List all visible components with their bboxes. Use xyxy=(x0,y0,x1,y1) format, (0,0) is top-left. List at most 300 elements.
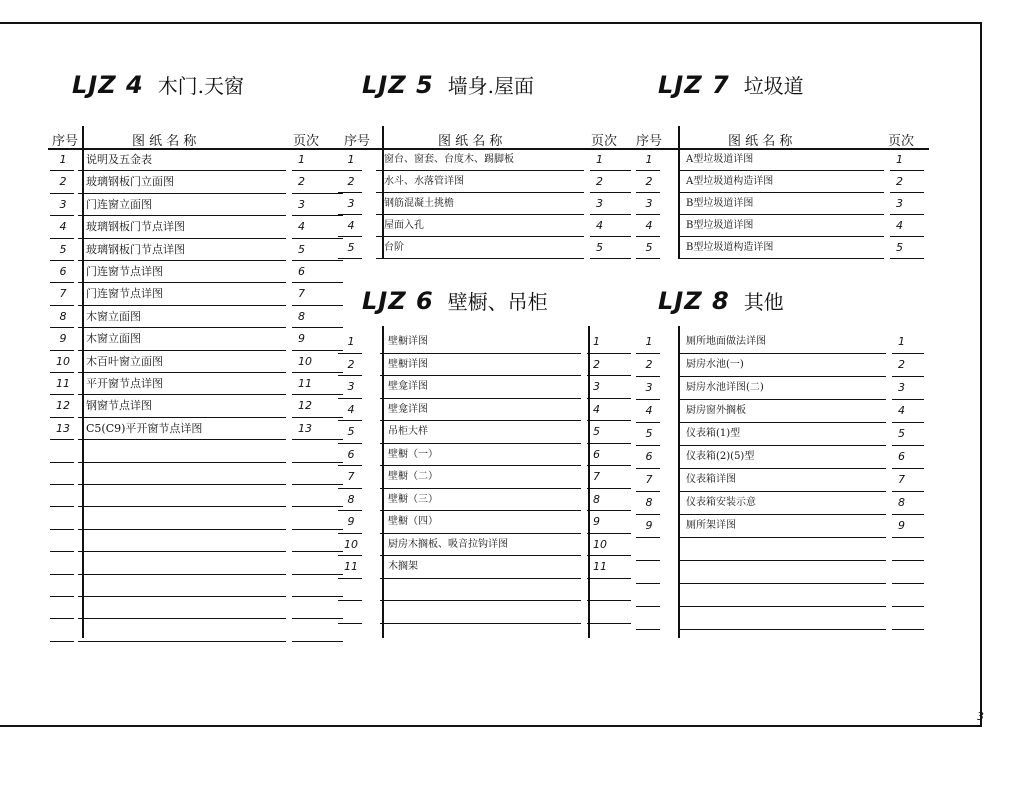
rule-line xyxy=(376,214,584,215)
rule-line xyxy=(50,417,74,418)
rule-line xyxy=(678,606,886,607)
table-row xyxy=(50,576,345,598)
row-number: 2 xyxy=(347,175,355,188)
drawing-name: 壁橱详图 xyxy=(388,358,428,370)
rule-line xyxy=(587,420,631,421)
rule-line xyxy=(50,394,74,395)
page-ref: 13 xyxy=(298,421,312,435)
page-ref: 12 xyxy=(298,399,312,413)
row-number: 2 xyxy=(347,357,355,371)
row-number: 4 xyxy=(645,219,653,232)
rule-line xyxy=(78,238,286,239)
row-number: 4 xyxy=(645,404,653,417)
rule-line xyxy=(50,193,74,194)
ljz8-name: 其他 xyxy=(743,290,784,314)
rule-line xyxy=(292,215,343,216)
rule-line xyxy=(678,468,886,469)
row-number: 8 xyxy=(645,496,653,509)
row-number: 1 xyxy=(645,335,653,348)
rule-line xyxy=(338,258,362,259)
rule-line xyxy=(50,238,74,239)
page-ref: 8 xyxy=(898,496,905,509)
drawing-name: 窗台、窗套、台度木、踢脚板 xyxy=(384,154,514,165)
ljz5-header-name: 图 纸 名 称 xyxy=(438,134,503,149)
ljz7-header-name: 图 纸 名 称 xyxy=(728,134,793,149)
rule-line xyxy=(78,484,286,485)
row-number: 1 xyxy=(347,335,355,348)
drawing-name: B型垃圾道构造详图 xyxy=(686,242,774,253)
row-number: 5 xyxy=(645,427,653,440)
rule-line xyxy=(590,236,631,237)
rule-line xyxy=(636,170,660,171)
rule-line xyxy=(587,578,631,579)
rule-line xyxy=(587,600,631,601)
rule-line xyxy=(892,491,924,492)
rule-line xyxy=(678,583,886,584)
page-ref: 9 xyxy=(298,332,305,346)
ljz4-header xyxy=(50,130,345,148)
row-number: 11 xyxy=(56,377,70,390)
rule-line xyxy=(338,353,362,354)
drawing-name: 厕所架详图 xyxy=(686,520,736,531)
drawing-name: 钢窗节点详图 xyxy=(86,399,152,413)
row-number: 8 xyxy=(59,309,67,323)
rule-line xyxy=(78,506,286,507)
rule-line xyxy=(636,376,660,377)
page-ref: 1 xyxy=(898,335,905,348)
row-number: 5 xyxy=(645,241,653,254)
rule-line xyxy=(890,214,924,215)
rule-line xyxy=(78,372,286,373)
ljz7-code: LJZ 7 xyxy=(658,71,730,99)
rule-line xyxy=(636,606,660,607)
row-number: 5 xyxy=(347,241,355,254)
ljz5-header-no: 序号 xyxy=(344,134,371,149)
rule-line xyxy=(338,192,362,193)
rule-line xyxy=(892,514,924,515)
rule-line xyxy=(338,236,362,237)
rule-line xyxy=(380,578,581,579)
rule-line xyxy=(338,465,362,466)
rule-line xyxy=(338,170,362,171)
rule-line xyxy=(636,491,660,492)
ljz5-col-divider xyxy=(382,126,384,258)
rule-line xyxy=(678,170,884,171)
rule-line xyxy=(636,560,660,561)
table-row xyxy=(50,150,345,172)
page-number: 3 xyxy=(977,710,984,723)
drawing-name: 屋面入孔 xyxy=(384,220,424,231)
page-ref: 10 xyxy=(593,537,607,551)
rule-line xyxy=(636,214,660,215)
rule-line xyxy=(50,350,74,351)
rule-line xyxy=(892,353,924,354)
ljz6-code: LJZ 6 xyxy=(362,287,434,315)
rule-line xyxy=(892,376,924,377)
ljz6-name: 壁橱、吊柜 xyxy=(447,290,548,314)
rule-line xyxy=(50,574,74,575)
rule-line xyxy=(678,514,886,515)
ljz7-header-no: 序号 xyxy=(636,134,663,149)
rule-line xyxy=(292,417,343,418)
rule-line xyxy=(380,420,581,421)
rule-line xyxy=(338,510,362,511)
page-ref: 1 xyxy=(896,153,903,166)
rule-line xyxy=(292,238,343,239)
rule-line xyxy=(380,443,581,444)
ljz8-col-divider xyxy=(678,326,680,638)
page-ref: 5 xyxy=(298,242,305,256)
ljz5-code: LJZ 5 xyxy=(362,71,434,99)
table-row xyxy=(50,553,345,575)
rule-line xyxy=(78,305,286,306)
page-ref: 7 xyxy=(298,287,305,301)
rule-line xyxy=(78,618,286,619)
rule-line xyxy=(590,192,631,193)
page-ref: 1 xyxy=(596,153,603,166)
page-ref: 1 xyxy=(298,153,305,166)
rule-line xyxy=(292,193,343,194)
row-number: 2 xyxy=(59,175,67,189)
row-number: 3 xyxy=(645,381,653,394)
ljz4-header-page: 页次 xyxy=(293,134,320,149)
rule-line xyxy=(50,215,74,216)
rule-line xyxy=(78,282,286,283)
table-row xyxy=(50,329,345,351)
rule-line xyxy=(380,533,581,534)
rule-line xyxy=(50,305,74,306)
table-row xyxy=(50,396,345,418)
drawing-name: 壁橱（二） xyxy=(388,471,438,482)
rule-line xyxy=(380,398,581,399)
rule-line xyxy=(338,375,362,376)
drawing-name: 厨房木搁板、吸音拉钩详图 xyxy=(388,538,508,550)
rule-line xyxy=(380,600,581,601)
rule-line xyxy=(292,394,343,395)
rule-line xyxy=(292,529,343,530)
rule-line xyxy=(587,443,631,444)
rule-line xyxy=(892,606,924,607)
rule-line xyxy=(50,596,74,597)
ljz4-header-rule xyxy=(48,148,348,150)
rule-line xyxy=(338,533,362,534)
rule-line xyxy=(636,353,660,354)
rule-line xyxy=(380,623,581,624)
rule-line xyxy=(636,192,660,193)
ljz4-title xyxy=(72,70,244,99)
rule-line xyxy=(636,236,660,237)
rule-line xyxy=(50,618,74,619)
rule-line xyxy=(50,529,74,530)
page-ref: 3 xyxy=(896,197,903,210)
page-ref: 2 xyxy=(596,175,603,188)
table-row xyxy=(50,531,345,553)
row-number: 5 xyxy=(59,242,67,256)
drawing-name: B型垃圾道详图 xyxy=(686,220,754,231)
rule-line xyxy=(890,236,924,237)
drawing-name: 壁龛详图 xyxy=(388,381,428,392)
rule-line xyxy=(78,193,286,194)
rule-line xyxy=(50,170,74,171)
rule-line xyxy=(636,537,660,538)
page-ref: 5 xyxy=(898,427,905,440)
row-number: 1 xyxy=(59,153,67,166)
rule-line xyxy=(636,258,660,259)
rule-line xyxy=(678,445,886,446)
ljz5-header-page: 页次 xyxy=(591,134,618,149)
rule-line xyxy=(50,484,74,485)
page-ref: 4 xyxy=(896,219,903,232)
drawing-name: 台阶 xyxy=(384,242,404,253)
drawing-name: 门连窗立面图 xyxy=(86,197,152,211)
rule-line xyxy=(678,214,884,215)
rule-line xyxy=(636,445,660,446)
rule-line xyxy=(892,537,924,538)
rule-line xyxy=(292,372,343,373)
rule-line xyxy=(376,236,584,237)
rule-line xyxy=(338,420,362,421)
rule-line xyxy=(78,529,286,530)
rule-line xyxy=(338,443,362,444)
table-row xyxy=(50,620,345,642)
rule-line xyxy=(78,439,286,440)
rule-line xyxy=(338,578,362,579)
drawing-name: 木窗立面图 xyxy=(86,332,141,346)
rule-line xyxy=(78,641,286,642)
page-ref: 1 xyxy=(593,335,600,348)
drawing-name: 说明及五金表 xyxy=(86,153,152,166)
table-row xyxy=(50,486,345,508)
rule-line xyxy=(678,537,886,538)
rule-line xyxy=(890,192,924,193)
row-number: 3 xyxy=(347,197,355,210)
drawing-name: 木窗立面图 xyxy=(86,309,141,323)
rule-line xyxy=(78,350,286,351)
table-row xyxy=(50,284,345,306)
ljz7-col-divider xyxy=(678,126,680,258)
table-row xyxy=(50,598,345,620)
rule-line xyxy=(50,260,74,261)
row-number: 1 xyxy=(645,153,653,166)
rule-line xyxy=(338,214,362,215)
drawing-name: 壁橱（一） xyxy=(388,448,438,460)
row-number: 13 xyxy=(56,421,70,435)
table-row xyxy=(50,307,345,329)
drawing-name: 壁橱详图 xyxy=(388,336,428,347)
page-ref: 2 xyxy=(298,175,305,189)
rule-line xyxy=(587,375,631,376)
rule-line xyxy=(678,258,884,259)
drawing-name: 水斗、水落管详图 xyxy=(384,176,464,187)
row-number: 1 xyxy=(347,153,355,166)
rule-line xyxy=(380,375,581,376)
rule-line xyxy=(678,192,884,193)
ljz5-title xyxy=(362,70,534,99)
rule-line xyxy=(292,350,343,351)
ljz7-header-rule xyxy=(634,148,929,150)
rule-line xyxy=(892,445,924,446)
drawing-name: 厨房水池(一) xyxy=(686,359,744,370)
rule-line xyxy=(678,399,886,400)
row-number: 9 xyxy=(59,332,67,346)
rule-line xyxy=(292,260,343,261)
rule-line xyxy=(292,641,343,642)
page-ref: 2 xyxy=(593,357,600,371)
table-row xyxy=(50,352,345,374)
rule-line xyxy=(338,555,362,556)
rule-line xyxy=(587,488,631,489)
rule-line xyxy=(292,439,343,440)
rule-line xyxy=(380,353,581,354)
drawing-name: 木搁架 xyxy=(388,561,418,572)
rule-line xyxy=(50,506,74,507)
rule-line xyxy=(292,170,343,171)
rule-line xyxy=(590,170,631,171)
rule-line xyxy=(376,192,584,193)
table-row xyxy=(50,217,345,239)
drawing-name: B型垃圾道详图 xyxy=(686,198,754,209)
rule-line xyxy=(380,510,581,511)
row-number: 6 xyxy=(347,447,355,461)
rule-line xyxy=(590,258,631,259)
rule-line xyxy=(292,618,343,619)
rule-line xyxy=(50,641,74,642)
drawing-name: 玻璃钢板门节点详图 xyxy=(86,220,185,234)
ljz8-title xyxy=(658,286,784,315)
rule-line xyxy=(78,551,286,552)
drawing-name: 壁龛详图 xyxy=(388,403,428,415)
rule-line xyxy=(678,629,886,630)
rule-line xyxy=(292,506,343,507)
rule-line xyxy=(338,600,362,601)
rule-line xyxy=(590,214,631,215)
rule-line xyxy=(292,551,343,552)
rule-line xyxy=(636,629,660,630)
ljz8-code: LJZ 8 xyxy=(658,287,730,315)
drawing-name: A型垃圾道详图 xyxy=(686,154,754,165)
drawing-name: 门连窗节点详图 xyxy=(86,287,163,301)
row-number: 3 xyxy=(347,380,355,393)
rule-line xyxy=(50,439,74,440)
rule-line xyxy=(678,353,886,354)
ljz4-code: LJZ 4 xyxy=(72,71,144,99)
rule-line xyxy=(636,468,660,469)
ljz4-name: 木门.天窗 xyxy=(157,74,245,98)
table-row xyxy=(50,374,345,396)
rule-line xyxy=(78,215,286,216)
rule-line xyxy=(587,465,631,466)
page-ref: 2 xyxy=(898,358,905,371)
rule-line xyxy=(892,629,924,630)
page-ref: 11 xyxy=(593,560,607,573)
rule-line xyxy=(292,462,343,463)
drawing-name: C5(C9)平开窗节点详图 xyxy=(86,421,203,435)
rule-line xyxy=(678,491,886,492)
page-ref: 10 xyxy=(298,354,312,368)
drawing-name: 仪表箱安装示意 xyxy=(686,497,756,508)
page-ref: 3 xyxy=(898,381,905,394)
page-ref: 5 xyxy=(896,241,903,254)
row-number: 3 xyxy=(645,197,653,210)
drawing-name: 仪表箱详图 xyxy=(686,474,736,485)
ljz6-col-divider-2 xyxy=(588,326,590,638)
page-ref: 9 xyxy=(898,519,905,532)
rule-line xyxy=(78,417,286,418)
row-number: 4 xyxy=(59,220,67,234)
drawing-name: 钢筋混凝土挑檐 xyxy=(384,198,454,209)
rule-line xyxy=(380,488,581,489)
page-ref: 6 xyxy=(898,450,905,463)
rule-line xyxy=(292,596,343,597)
page-ref: 4 xyxy=(593,402,600,416)
rule-line xyxy=(587,533,631,534)
drawing-name: 门连窗节点详图 xyxy=(86,265,163,278)
rule-line xyxy=(78,260,286,261)
row-number: 7 xyxy=(645,473,653,486)
table-row xyxy=(50,262,345,284)
rule-line xyxy=(587,555,631,556)
rule-line xyxy=(50,282,74,283)
ljz4-header-name: 图 纸 名 称 xyxy=(132,134,197,149)
rule-line xyxy=(587,398,631,399)
rule-line xyxy=(890,170,924,171)
ljz4-col-divider xyxy=(82,126,84,638)
drawing-name: 玻璃钢板门节点详图 xyxy=(86,242,185,256)
row-number: 9 xyxy=(645,519,653,532)
rule-line xyxy=(892,399,924,400)
rule-line xyxy=(50,462,74,463)
rule-line xyxy=(78,327,286,328)
rule-line xyxy=(78,574,286,575)
rule-line xyxy=(890,258,924,259)
page-ref: 2 xyxy=(896,175,903,188)
rule-line xyxy=(678,560,886,561)
rule-line xyxy=(376,170,584,171)
page-ref: 3 xyxy=(298,197,305,211)
ljz7-header-page: 页次 xyxy=(888,134,915,149)
rule-line xyxy=(292,282,343,283)
row-number: 9 xyxy=(347,515,355,528)
page-ref: 7 xyxy=(898,473,905,486)
row-number: 4 xyxy=(347,219,355,232)
page-ref: 5 xyxy=(596,241,603,254)
drawing-name: A型垃圾道构造详图 xyxy=(686,176,774,187)
rule-line xyxy=(376,258,584,259)
drawing-name: 仪表箱(1)型 xyxy=(686,428,741,439)
row-number: 6 xyxy=(59,265,67,278)
rule-line xyxy=(292,484,343,485)
ljz6-col-divider xyxy=(382,326,384,638)
rule-line xyxy=(587,510,631,511)
page-ref: 9 xyxy=(593,515,600,528)
row-number: 7 xyxy=(59,287,67,301)
page-ref: 6 xyxy=(593,447,600,461)
ljz7-name: 垃圾道 xyxy=(743,74,804,98)
rule-line xyxy=(78,170,286,171)
page-ref: 3 xyxy=(596,197,603,210)
drawing-name: 吊柜大样 xyxy=(388,426,428,437)
rule-line xyxy=(292,305,343,306)
drawing-name: 仪表箱(2)(5)型 xyxy=(686,451,755,462)
table-row xyxy=(50,172,345,194)
row-number: 10 xyxy=(56,354,70,368)
page-ref: 8 xyxy=(298,309,305,323)
row-number: 6 xyxy=(645,450,653,463)
table-row xyxy=(50,240,345,262)
drawing-name: 木百叶窗立面图 xyxy=(86,354,163,368)
drawing-name: 壁橱（四） xyxy=(388,516,438,527)
rule-line xyxy=(78,394,286,395)
